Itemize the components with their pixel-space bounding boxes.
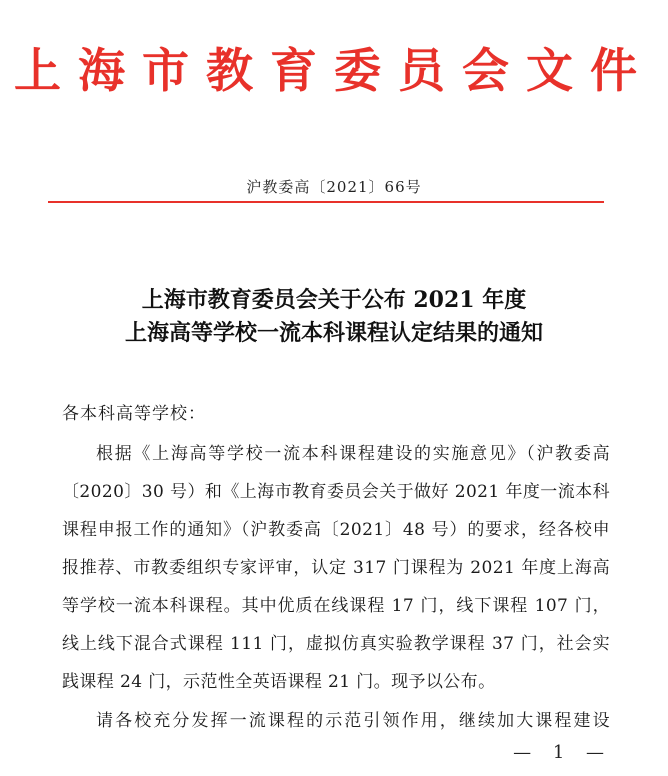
body-paragraph-line: 践课程 24 门，示范性全英语课程 21 门。现予以公布。 — [62, 672, 496, 692]
document-issuer-header: 上海市教育委员会文件 — [14, 44, 654, 99]
body-paragraph-line: 请各校充分发挥一流课程的示范引领作用，继续加大课程建设 — [96, 711, 610, 731]
body-paragraph-line: 根据《上海高等学校一流本科课程建设的实施意见》（沪教委高 — [96, 444, 610, 464]
notice-title-line-1: 上海市教育委员会关于公布 2021 年度 — [141, 287, 527, 313]
body-paragraph-line: 线上线下混合式课程 111 门，虚拟仿真实验教学课程 37 门，社会实 — [62, 634, 610, 654]
body-paragraph-line: 〔2020〕30 号）和《上海市教育委员会关于做好 2021 年度一流本科 — [62, 482, 610, 502]
notice-title-line-2: 上海高等学校一流本科课程认定结果的通知 — [124, 320, 543, 346]
red-divider-line — [48, 201, 604, 203]
body-paragraph-line: 等学校一流本科课程。其中优质在线课程 17 门，线下课程 107 门， — [62, 596, 610, 616]
document-number: 沪教委高〔2021〕66号 — [246, 178, 422, 196]
addressee: 各本科高等学校： — [62, 404, 206, 424]
body-paragraph-line: 报推荐、市教委组织专家评审，认定 317 门课程为 2021 年度上海高 — [62, 558, 610, 578]
body-paragraph-line: 课程申报工作的通知》（沪教委高〔2021〕48 号）的要求，经各校申 — [62, 520, 610, 540]
page-number: — 1 — — [513, 742, 612, 763]
